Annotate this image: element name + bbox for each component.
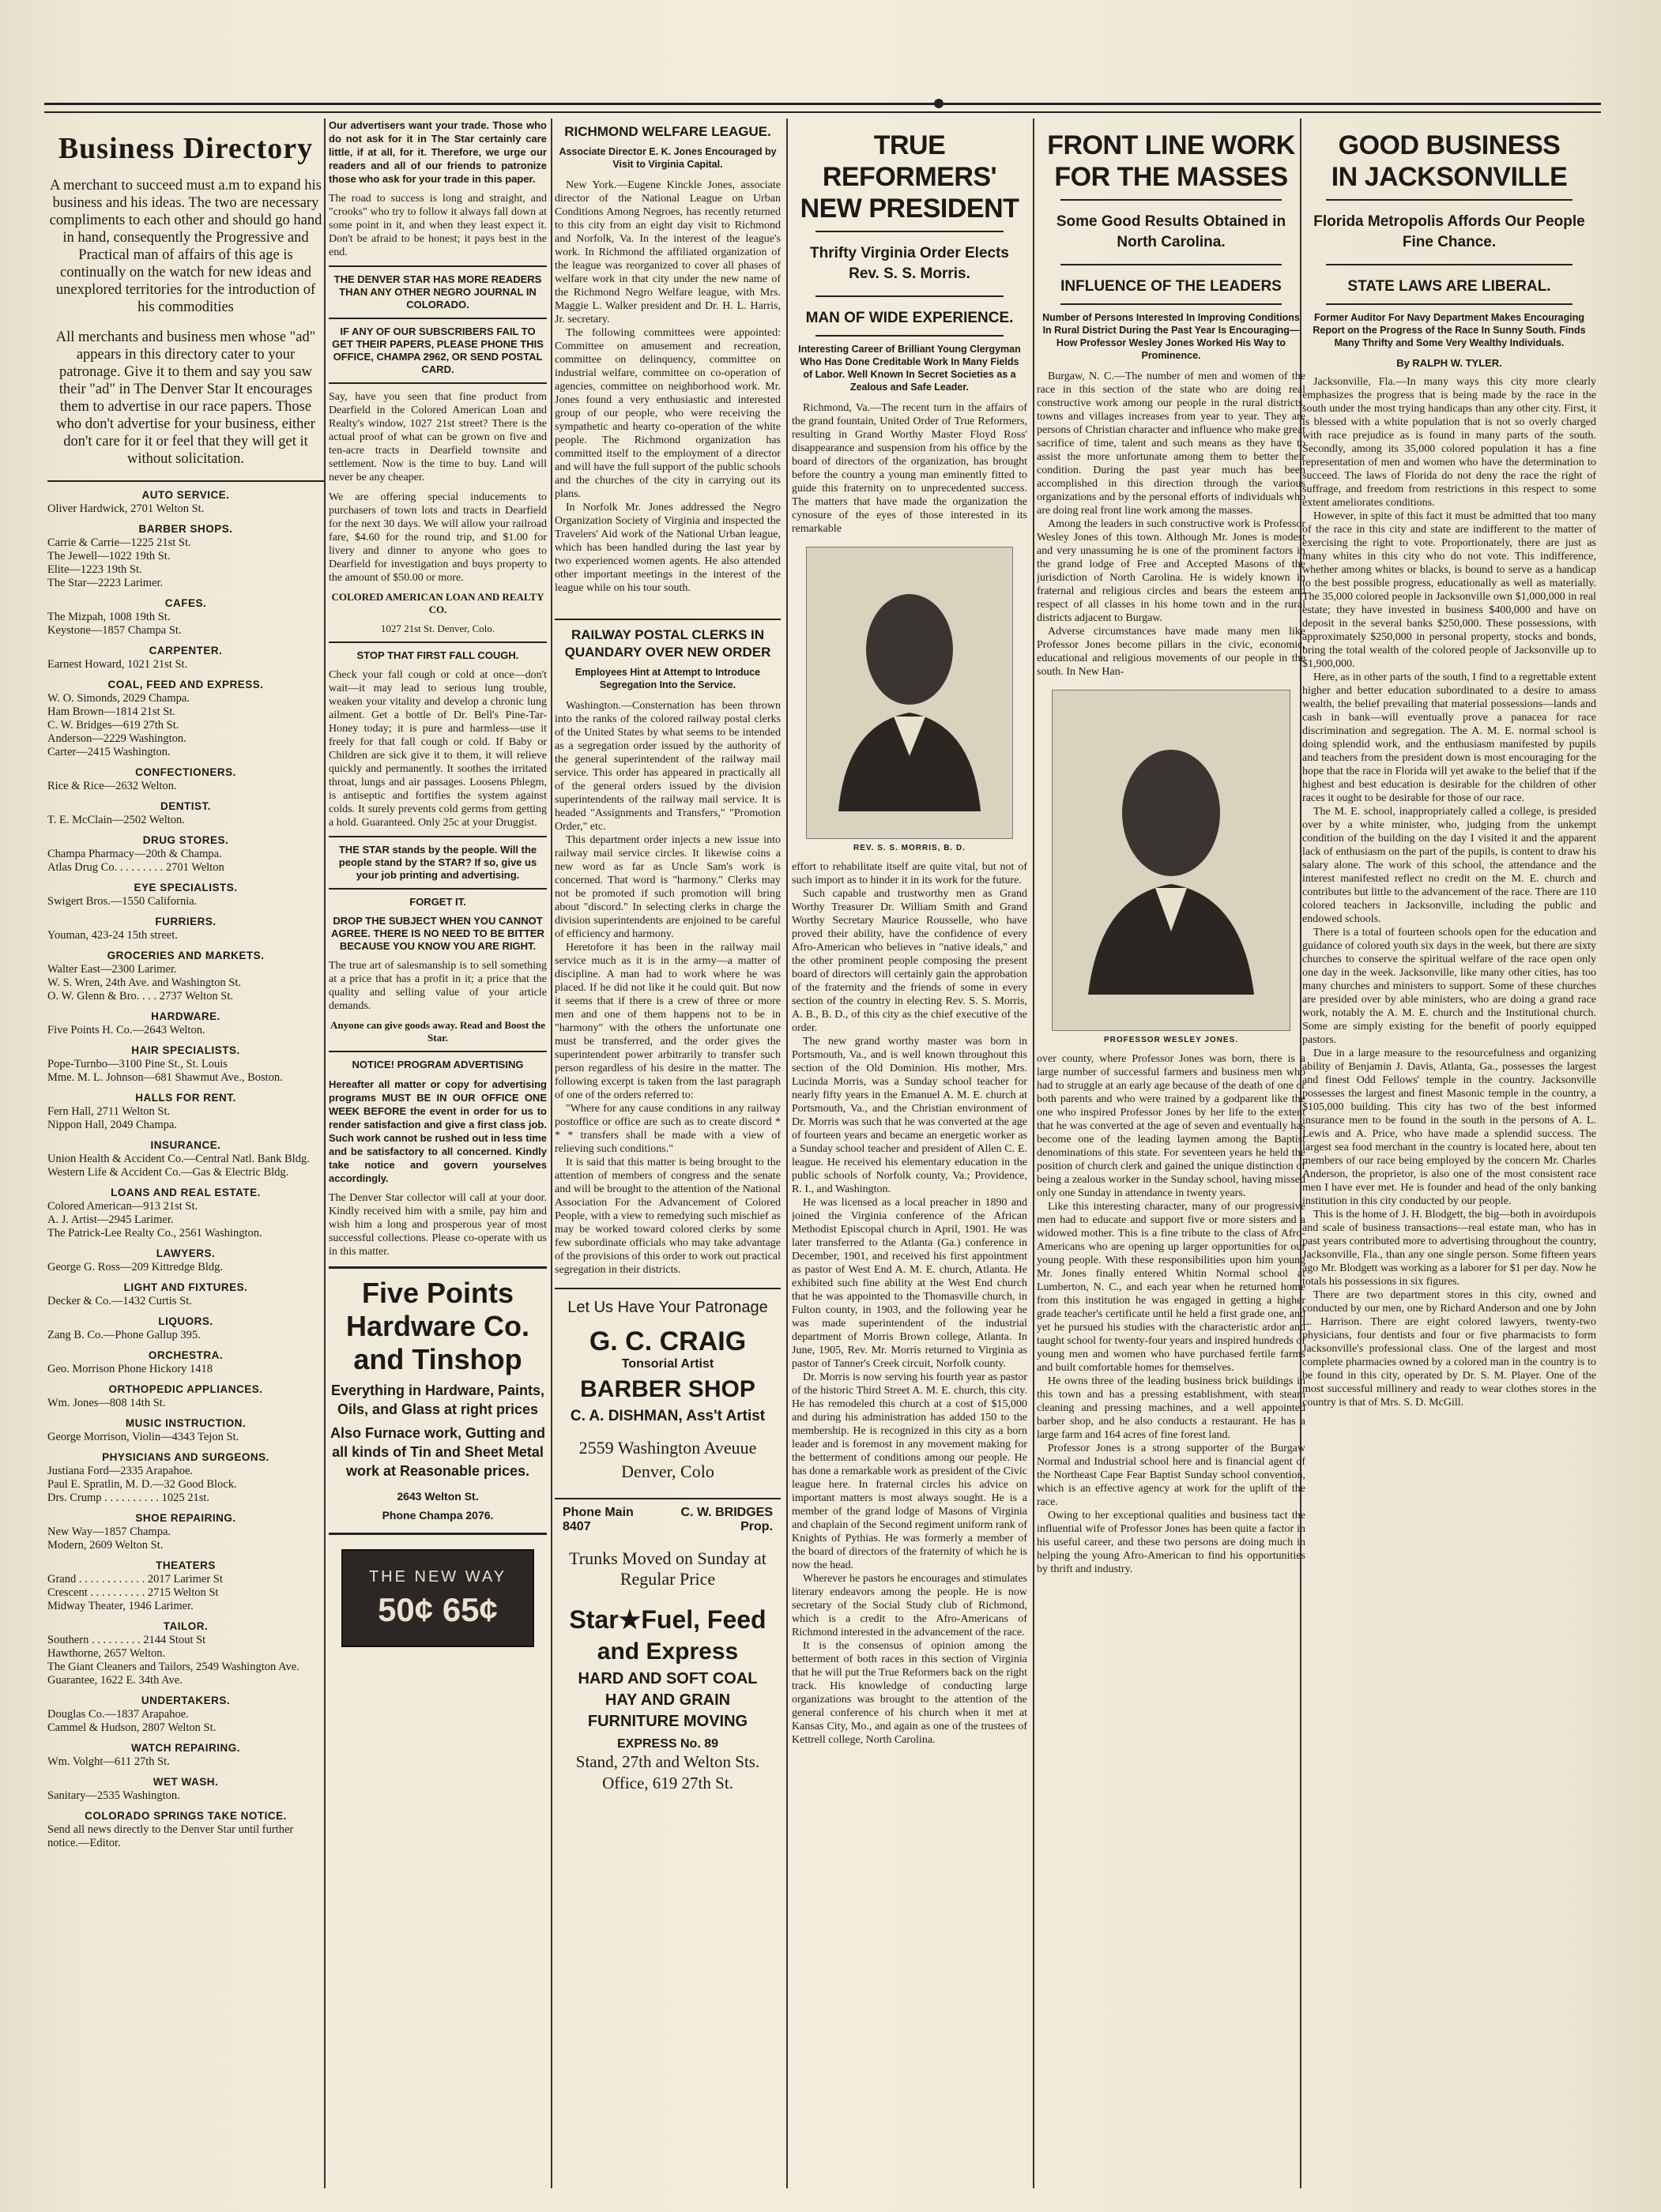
business-directory-column <box>47 118 324 2188</box>
postal-deck: Employees Hint at Attempt to Introduce Segregation Into the Service. <box>574 667 761 690</box>
directory-entry: W. O. Simonds, 2029 Champa. <box>47 692 190 705</box>
portrait-caption: REV. S. S. MORRIS, B. D. <box>853 844 966 852</box>
directory-entry: Union Health & Accident Co.—Central Natl. Bank Bldg. <box>47 1153 310 1165</box>
directory-category: DENTIST. <box>160 800 211 812</box>
article-paragraph: This is the home of J. H. Blodgett, the big—both in avoirdupois and scale of business transactions—real estate man, who has in past years contributed more to advertising throughout the country, Jacksonville, Fla., than any one single person. Some fifteen years ago Mr. Blodgett was working as a laborer for $1 per day. Now he totals his possessions in six figures. <box>1302 1209 1596 1288</box>
phone-label: Phone Main <box>563 1506 634 1519</box>
new-way-prices: 50¢ 65¢ <box>378 1590 498 1628</box>
directory-entry: Youman, 423-24 15th street. <box>47 929 178 942</box>
article-paragraph: It is the consensus of opinion among the betterment of both races in this section of Virginia that he will put the True Reformers back on the right track. His knowledge of conducting large organizations was brought to the attention of the general conference of his church when it met at Kansas City, Mo., and again as one of the trustees of Kettrell college, North Carolina. <box>792 1640 1027 1746</box>
directory-entry: Paul E. Spratlin, M. D.—32 Good Block. <box>47 1478 237 1491</box>
directory-entry: A. J. Artist—2945 Larimer. <box>47 1213 174 1226</box>
forget-it-heading: FORGET IT. <box>409 896 466 908</box>
ad-separator <box>329 382 547 384</box>
directory-category: COAL, FEED AND EXPRESS. <box>107 679 264 690</box>
column-rule <box>786 118 788 2188</box>
fuel-subtitle: and Express <box>597 1638 739 1665</box>
directory-entry: Sanitary—2535 Washington. <box>47 1789 180 1802</box>
directory-entry: Rice & Rice—2632 Welton. <box>47 780 177 792</box>
portrait-image <box>806 547 1013 839</box>
article-paragraph: This department order injects a new issue into railway mail service circles. It likewise coins a new word as far as Uncle Sam's work is concerned. That word is "harmony." Clerks may not be promoted if such promotion will bring about "discord." In selecting clerks in charge the division superintendents are enjoined to be careful of efficiency and harmony. <box>555 834 781 940</box>
headline-rule <box>1326 199 1572 201</box>
patronage-line: Let Us Have Your Patronage <box>567 1299 768 1316</box>
fuel-phone-row <box>563 1506 773 1534</box>
news-column-3 <box>555 118 781 2188</box>
article-paragraph: Adverse circumstances have made many men like Professor Jones become pillars in the civic, economic, educational and religious movements of our people in the south. In New Han- <box>1037 626 1305 678</box>
portrait-icon <box>830 574 989 811</box>
fuel-title: Star★Fuel, Feed <box>569 1605 766 1634</box>
directory-entry: The Giant Cleaners and Tailors, 2549 Washington Ave. <box>47 1661 299 1673</box>
headline-rule <box>1060 303 1282 305</box>
article-paragraph: Washington.—Consternation has been thrown into the ranks of the colored railway postal clerks of the United States by what seems to be intended as a segregation order issued by the authority of the general superintendent of the railway mail service. This order has appeared in practically all of the general orders issued by the division superintendents of the railway mail service. It is headed "Assignments and Transfers," "Promotion Order," etc. <box>555 700 781 833</box>
directory-entry: Nippon Hall, 2049 Champa. <box>47 1119 177 1131</box>
directory-entry: Zang B. Co.—Phone Gallup 395. <box>47 1329 201 1341</box>
article-paragraph: Like this interesting character, many of our progressive men had to educate and support five or more sisters and a widowed mother. This is a fine tribute to the class of Afro-Americans who are opening up larger opportunities for our young people. With these responsibilities upon him young Mr. Jones finally entered Whitin Normal school at Lumberton, N. C., and each year when he returned home from this institution he was engaged in getting a higher grade teacher's certificate until he held a first grade one, and yet he pursued his studies with the characteristic ardor and taught school for twenty-four years and inspired hundreds of young men and women who have purchased fertile farms and built comfortable homes for themselves. <box>1037 1201 1305 1374</box>
welfare-headline: RICHMOND WELFARE LEAGUE. <box>564 124 771 139</box>
directory-entry: T. E. McClain—2502 Welton. <box>47 814 185 826</box>
fuel-service: HAY AND GRAIN <box>605 1691 731 1709</box>
byline: By RALPH W. TYLER. <box>1396 357 1502 369</box>
headline-line: FOR THE MASSES <box>1054 162 1288 192</box>
program-ad-body: Hereafter all matter or copy for advertising programs MUST BE IN OUR OFFICE ONE WEEK BEFORE the event in order for us to render satisfaction and give a first class job. Such work cannot be rushed out in less time and be satisfactory to all concerned. Kindly take notice and govern yourselves accordingly. <box>329 1078 547 1184</box>
dearfield-ad: Say, have you seen that fine product from Dearfield in the Colored American Loan and Realty's window, 1027 21st street? There is the actual proof of what can be grown on five and ten-acre tracts in Dearfield townsite and settlement. Now is the time to buy. Land will never be any cheaper. <box>329 391 547 483</box>
directory-category: CARPENTER. <box>149 645 223 656</box>
directory-entry: Mme. M. L. Johnson—681 Shawmut Ave., Boston. <box>47 1071 283 1084</box>
postal-headline: RAILWAY POSTAL CLERKS IN QUANDARY OVER NEW ORDER <box>564 627 771 660</box>
directory-entry: Decker & Co.—1432 Curtis St. <box>47 1295 192 1307</box>
directory-entry: Oliver Hardwick, 2701 Welton St. <box>47 502 205 515</box>
article-paragraph: In Norfolk Mr. Jones addressed the Negro Organization Society of Virginia and inspected the Travelers' Aid work of the National Urban league, which has been handled during the last year by two experienced women agents. He also attended other important meetings in the interest of the league while on his tour south. <box>555 502 781 594</box>
article-paragraph: The following committees were appointed: Committee on amusement and recreation, committee on delinquency, committee on industrial welfare, committee on co-operation of agencies, committee on neighborhood work. Mr. Jones found a very enthusiastic and interested group of our people, who were receiving the sympathetic and hearty co-operation of the white people. The Richmond organization has committed itself to the employment of a director and will have the full support of the public schools and the churches of the city in carrying out its plans. <box>555 327 781 500</box>
directory-entry: Elite—1223 19th St. <box>47 563 142 576</box>
article-paragraph: "Where for any cause conditions in any railway postoffice or office are such as to create discord * * * transfers shall be made with a view of relieving such conditions." <box>555 1103 781 1155</box>
headline-line: GOOD BUSINESS <box>1338 130 1561 160</box>
masthead-rule <box>44 103 1601 113</box>
headline-rule <box>1060 264 1282 265</box>
directory-entry: Grand . . . . . . . . . . . . 2017 Larimer St <box>47 1573 223 1586</box>
reformers-subhead: Thrifty Virginia Order Elects Rev. S. S. Morris. <box>809 245 1009 282</box>
program-ad-heading: NOTICE! PROGRAM ADVERTISING <box>352 1059 524 1070</box>
article-paragraph: Heretofore it has been in the railway mail service much as it is in the army—a matter of discipline. A man had to work where he was placed. If he did not like it he could quit. But now it seems that if there is a crew of three or more men and one of them happens not to be in "harmony" with the others the unfortunate one must be transferred, and the order gives the superintendent power arbitrarily to transfer such person regardless of his desire in the matter. The following excerpt is taken from the last paragraph of one of the orders referred to: <box>555 942 781 1101</box>
jacksonville-subhead: Florida Metropolis Affords Our People Fine Chance. <box>1313 213 1585 250</box>
article-paragraph: The M. E. school, inappropriately called a college, is presided over by a white minister, who, judging from the unkempt condition of the building on the day I visited it and the apparent lack of enthusiasm on the part of the pupils, is content to draw his salary alone. The work of this school, the attendance and the interest manifested reflect no credit on the M. E. church and contributes but little to the advancement of the race. There are 110 colored teachers in Jacksonville, including the public and endowed schools. <box>1302 806 1596 925</box>
directory-title: Business Directory <box>58 132 314 165</box>
article-paragraph: effort to rehabilitate itself are quite vital, but not of such import as to hinder it in its work for the future. <box>792 861 1027 886</box>
article-paragraph: Due in a large measure to the resourcefulness and organizing ability of Benjamin J. Davis, Atlanta, Ga., possesses the largest and finest Odd Fellows' temple in the country. Jacksonville possesses the largest and finest Masonic temple in the country, a $105,000 building. This city has two of the best informed insurance men to be found in the south in the persons of A. L. Lewis and A. Price, who have made a splendid success. The largest sea food merchant in the country is located here, about ten members of our race being employed by the concern Mr. Charles Anderson, the proprietor, is also one of the most consistent race men I have ever met. He is founder and head of the only banking institution in this city conducted by our people. <box>1302 1048 1596 1207</box>
jacksonville-subhead-2: STATE LAWS ARE LIBERAL. <box>1347 278 1551 295</box>
directory-entry: Drs. Crump . . . . . . . . . . 1025 21st. <box>47 1492 210 1504</box>
article-paragraph: Dr. Morris is now serving his fourth year as pastor of the historic Third Street A. M. E. church, this city. He has remodeled this church at a cost of $15,000 and during his administration has added 150 to the membership. He is recognized in this city as a born leader and is foremost in any movement making for the betterment of conditions among our people. He has done a remarkable work as president of the Civic league here. In fraternal circles his advice on important matters is most always sought. He is a member of the grand lodge of Masons of Virginia and chaplain of the Second regiment uniform rank of Knights of Pythias. He was formerly a member of the board of directors of the fraternity of which he is now the head. <box>792 1371 1027 1571</box>
fuel-service: FURNITURE MOVING <box>587 1713 748 1730</box>
directory-entry: Earnest Howard, 1021 21st St. <box>47 658 188 671</box>
headline-rule <box>1326 264 1572 265</box>
directory-category: AUTO SERVICE. <box>141 489 230 501</box>
directory-entry: The Patrick-Lee Realty Co., 2561 Washington. <box>47 1227 262 1240</box>
reformers-headline <box>792 130 1027 224</box>
headline-rule <box>815 335 1004 337</box>
directory-category: HAIR SPECIALISTS. <box>131 1044 240 1056</box>
directory-entry: Wm. Jones—808 14th St. <box>47 1397 166 1409</box>
barber-title: Tonsorial Artist <box>621 1357 714 1371</box>
directory-category: LIQUORS. <box>158 1315 213 1327</box>
new-way-shoe-ad <box>341 1549 534 1647</box>
article-paragraph: He owns three of the leading business brick buildings in this town and has a pressing establishment, with steam cleaning and pressing machines, and a well appointed barber shop, and he also conducts a restaurant. He has a large farm and 164 acres of fine forest land. <box>1037 1375 1305 1441</box>
hardware-ad-line: Hardware Co. <box>345 1310 530 1342</box>
directory-category: ORTHOPEDIC APPLIANCES. <box>108 1383 263 1395</box>
directory-entry: The Mizpah, 1008 19th St. <box>47 611 171 623</box>
directory-entry: The Star—2223 Larimer. <box>47 577 164 589</box>
article-paragraph: He was licensed as a local preacher in 1890 and joined the Virginia conference of the African Methodist Episcopal church in April, 1901. He was later transferred to the Atlanta (Ga.) conference in December, 1901, and received his first appointment as pastor of West End A. M. E. church, Atlanta. He exhibited such fine ability at the West End church that he was appointed to the Thomasville church, in Fulton county, in 1903, and the following year he was made superintendent of the industrial department of Morris Brown college, Atlanta. In June, 1905, Rev. Mr. Morris returned to Virginia as pastor of Tanner's Creek circuit, Norfolk county. <box>792 1197 1027 1370</box>
realty-address: 1027 21st St. Denver, Colo. <box>380 623 495 634</box>
directory-entry: Send all news directly to the Denver Star until further notice.—Editor. <box>47 1823 296 1849</box>
directory-entry: Midway Theater, 1946 Larimer. <box>47 1600 194 1612</box>
directory-entry: Colored American—913 21st St. <box>47 1200 198 1213</box>
directory-category: UNDERTAKERS. <box>141 1695 231 1706</box>
directory-entry: Southern . . . . . . . . . 2144 Stout St <box>47 1634 206 1646</box>
subscribers-notice: IF ANY OF OUR SUBSCRIBERS FAIL TO GET THEIR PAPERS, PLEASE PHONE THIS OFFICE, CHAMPA 2962, OR SEND POSTAL CARD. <box>332 325 544 375</box>
assistant-name: C. A. DISHMAN, Ass't Artist <box>570 1408 766 1424</box>
article-separator <box>555 619 781 620</box>
directory-separator <box>47 480 324 482</box>
directory-category: EYE SPECIALISTS. <box>134 882 238 893</box>
directory-category: GROCERIES AND MARKETS. <box>107 950 265 961</box>
directory-entry: George Morrison, Violin—4343 Tejon St. <box>47 1431 239 1443</box>
news-column-6 <box>1302 118 1596 2188</box>
directory-entry: Justiana Ford—2335 Arapahoe. <box>47 1465 194 1477</box>
directory-entry: Crescent . . . . . . . . . . 2715 Welton St <box>47 1586 219 1599</box>
directory-entry: Ham Brown—1814 21st St. <box>47 705 175 718</box>
ad-separator <box>329 1051 547 1052</box>
ad-separator <box>329 888 547 890</box>
hardware-address: 2643 Welton St. <box>397 1490 479 1503</box>
directory-intro-2: All merchants and business men whose "ad" appears in this directory cater to your patronage. Give it to them and say you saw their "ad" in The Denver Star It encourages them to advertise in our race papers. Those who don't advertise for your business, either don't care for it or feel that they will get it without solicitation. <box>55 329 316 467</box>
article-paragraph: However, in spite of this fact it must be admitted that too many of the race in this city and state are indifferent to the matter of exercising the right to vote. Proportionately, there are just as many whites in this city who do not vote. This indifference, whether among whites or blacks, is bound to serve as a handicap to the best possible progress, educationally as well as materially. The 35,000 colored people in Jacksonville own $1,000,000 in real estate; they have invested in business $400,000 and have on deposit in the several banks $250,000. These possessions, with approximately $250,000 in personal property, stocks and bonds, bring the total wealth of the colored people of Jacksonville up to $1,900,000. <box>1302 510 1596 670</box>
directory-intro: A merchant to succeed must a.m to expand his business and his ideas. The two are necessary compliments to each other and should go hand in hand, consequently the Progressive and Practical man of affairs of this age is continually on the watch for new ideas and unexplored territories for the introduction of his commodities <box>49 178 322 315</box>
directory-category: LIGHT AND FIXTURES. <box>123 1281 248 1293</box>
directory-entry: Keystone—1857 Champa St. <box>47 624 182 637</box>
news-column-4 <box>792 118 1027 2188</box>
express-number: EXPRESS No. 89 <box>616 1737 719 1751</box>
ad-separator <box>329 836 547 837</box>
frontline-deck: Number of Persons Interested In Improving Conditions In Rural District During the Past Year Is Encouraging—How Professor Wesley Jones Worked His Way to Prominence. <box>1042 312 1300 361</box>
directory-category: MUSIC INSTRUCTION. <box>125 1417 247 1429</box>
directory-category: THEATERS <box>156 1559 216 1571</box>
directory-entry: Champa Pharmacy—20th & Champa. <box>47 848 222 860</box>
barber-city: Denver, Colo <box>621 1462 714 1481</box>
directory-entry: Fern Hall, 2711 Welton St. <box>47 1105 171 1118</box>
hardware-ad <box>329 1266 547 1535</box>
advertisers-notice: Our advertisers want your trade. Those who do not ask for it in The Star certainly care little, if at all, for it. Therefore, we urge our readers and all of our friends to patronize those who ask for your trade in this paper. <box>329 119 547 185</box>
directory-entry: The Jewell—1022 19th St. <box>47 550 171 562</box>
directory-entry: Cammel & Hudson, 2807 Welton St. <box>47 1721 217 1734</box>
directory-entry: George G. Ross—209 Kittredge Bldg. <box>47 1261 224 1273</box>
directory-entry: Walter East—2300 Larimer. <box>47 963 177 976</box>
directory-category: CONFECTIONERS. <box>135 766 236 778</box>
directory-category: ORCHESTRA. <box>148 1349 224 1361</box>
forget-it-body: DROP THE SUBJECT WHEN YOU CANNOT AGREE. THERE IS NO NEED TO BE BITTER BECAUSE YOU KNOW YOU ARE RIGHT. <box>331 915 544 952</box>
barber-shop-title: BARBER SHOP <box>580 1376 755 1402</box>
frontline-headline <box>1037 130 1305 193</box>
column-rule <box>551 118 552 2188</box>
trunks-notice: Trunks Moved on Sunday at Regular Price <box>569 1548 766 1589</box>
directory-category: WET WASH. <box>153 1776 219 1788</box>
article-paragraph: Professor Jones is a strong supporter of the Burgaw Normal and Industrial school here and is financial agent of the Northeast Cape Fear Baptist Sunday school convention, which is an effective agency at work for the uplift of the race. <box>1037 1443 1305 1508</box>
article-paragraph: There is a total of fourteen schools open for the education and guidance of colored youth six days in the week, but there are sixty churches to conserve the spiritual welfare of the race open only one day in the week. Jacksonville, like many other cities, has too many churches and ministers to support. Some of these churches are presided over by able ministers, who are doing a grand race work, notably the A. M. E. church and the Institutional church. Some are simply existing for the benefit of poorly equipped pastors. <box>1302 927 1596 1046</box>
directory-category: COLORADO SPRINGS TAKE NOTICE. <box>85 1810 287 1822</box>
barber-name: G. C. CRAIG <box>589 1326 747 1356</box>
jacksonville-deck: Former Auditor For Navy Department Makes Encouraging Report on the Progress of the Race In Sunny South. Finds Many Thrifty and Some Very Wealthy Individuals. <box>1313 312 1586 348</box>
ad-separator <box>329 318 547 319</box>
frontline-subhead: Some Good Results Obtained in North Carolina. <box>1056 213 1286 250</box>
hardware-ad-line: Everything in Hardware, Paints, Oils, and Glass at right prices <box>330 1382 545 1417</box>
directory-entry: Carrie & Carrie—1225 21st St. <box>47 536 191 549</box>
article-paragraph: There are two department stores in this city, owned and conducted by our men, one by Richard Anderson and one by John L. Harrison. There are eight colored lawyers, twenty-two physicians, four dentists and four or five pharmacists to form Jacksonville's professional class. One of the largest and most complete pharmacies owned by a colored man in the country is to be found in this city, operated by Dr. S. M. Player. One of the most successful millinery and ready to wear clothes stores in the country is that of Mrs. S. D. McGill. <box>1302 1289 1596 1409</box>
collector-notice: The Denver Star collector will call at your door. Kindly received him with a smile, pay him and wish him a long and prosperous year of most successful collections. Please co-operate with us in this matter. <box>329 1192 547 1258</box>
cough-ad: Check your fall cough or cold at once—don't wait—it may lead to serious lung trouble, weaken your vitality and develop a chronic lung ailment. Get a bottle of Dr. Bell's Pine-Tar-Honey today; it is pure and harmless—use it freely for that fall cough or cold. If Baby or Children are sick give it to them, it will relieve quickly and permanently. It soothes the irritated throat, lungs and air passages. Loosens Phlegm, is antiseptic and fortifies the system against colds. It surely prevents cold germs from getting a hold. Guaranteed. Only 25c at your Druggist. <box>329 669 547 829</box>
headline-rule <box>1060 199 1282 201</box>
reformers-subhead-2: MAN OF WIDE EXPERIENCE. <box>805 310 1014 326</box>
directory-category: LOANS AND REAL ESTATE. <box>111 1187 261 1198</box>
frontline-subhead-2: INFLUENCE OF THE LEADERS <box>1060 278 1282 295</box>
star-stands-notice: THE STAR stands by the people. Will the people stand by the STAR? If so, give us your job printing and advertising. <box>338 844 537 881</box>
headline-rule <box>815 295 1004 297</box>
headline-line: NEW PRESIDENT <box>800 194 1019 224</box>
barber-address: 2559 Washington Aveuue <box>578 1438 757 1458</box>
masthead-ornament <box>934 99 943 108</box>
directory-listing <box>47 489 324 1850</box>
proprietor-name: C. W. BRIDGES <box>680 1506 773 1519</box>
portrait-image <box>1052 690 1290 1031</box>
article-paragraph: Jacksonville, Fla.—In many ways this city more clearly emphasizes the progress that is being made by the race in the south under the most trying handicaps than any other city. First, it is blessed with a white population that is not so overly charged with race prejudice as is found in many parts of the south. Secondly, among its 35,000 colored population it has a fine representation of men and women who have the determination to succeed. The laws of Florida do not deny the race the right of suffrage, and freedom from restrictions in this respect to some extent ameliorates conditions. <box>1302 376 1596 509</box>
directory-entry: Pope-Turnbo—3100 Pine St., St. Louis <box>47 1058 228 1070</box>
article-paragraph: New York.—Eugene Kinckle Jones, associate director of the National League on Urban Conditions Among Negroes, has recently returned to this city from an eight day visit to Richmond and Norfolk, Va. In the interest of the league's work. In Richmond the affiliated organization of the league was reorganized to cover all phases of welfare work in that city under the new name of the Richmond Negro Welfare league, with Mrs. Maggie L. Walker president and Dr. H. L. Harris, Jr. secretary. <box>555 179 781 325</box>
directory-entry: Western Life & Accident Co.—Gas & Electric Bldg. <box>47 1166 289 1179</box>
directory-entry: Hawthorne, 2657 Welton. <box>47 1647 166 1660</box>
directory-entry: Carter—2415 Washington. <box>47 746 171 758</box>
directory-entry: C. W. Bridges—619 27th St. <box>47 719 179 732</box>
directory-category: BARBER SHOPS. <box>138 523 233 535</box>
directory-category: SHOE REPAIRING. <box>135 1512 236 1524</box>
directory-entry: Atlas Drug Co. . . . . . . . . 2701 Welton <box>47 861 224 874</box>
portrait-icon <box>1080 726 1262 995</box>
directory-category: FURRIERS. <box>155 916 217 927</box>
readers-notice: THE DENVER STAR HAS MORE READERS THAN ANY OTHER NEGRO JOURNAL IN COLORADO. <box>333 273 542 310</box>
article-paragraph: Wherever he pastors he encourages and stimulates literary endeavors among the people. He is now secretary of the Social Study club of Richmond, which is a credit to the Afro-Americans of Richmond interested in the advancement of the race. <box>792 1573 1027 1638</box>
fuel-service: HARD AND SOFT COAL <box>578 1670 758 1687</box>
directory-entry: Modern, 2609 Welton St. <box>47 1539 164 1552</box>
cough-heading: STOP THAT FIRST FALL COUGH. <box>356 649 519 661</box>
directory-category: HARDWARE. <box>151 1010 220 1022</box>
article-paragraph: Among the leaders in such constructive work is Professor Wesley Jones of this town. Although Mr. Jones is modest and very unassuming he is one of the prominent factors in the grand lodge of Free and Accepted Masons of the jurisdiction of North Carolina. He is widely known in fraternal and religious circles and bears the esteem and respect of all classes in his home town and in the rural districts adjacent to Burgaw. <box>1037 518 1305 624</box>
office-address: Office, 619 27th St. <box>602 1774 733 1793</box>
article-paragraph: over county, where Professor Jones was born, there is a large number of successful farmers and business men who had to struggle at an early age because of the death of one or both parents and who were trained by a godparent like the one who inspired Professor Jones by her life to the extent that he was converted at the age of seven and eventually has become one of the leading laymen among the Baptist denominations of this state. For seventeen years he held the position of church clerk and gained the unique distinction of being a zealous worker in the Sunday school, having missed only one Sunday in attendance in twenty years. <box>1037 1053 1305 1199</box>
article-paragraph: Owing to her exceptional qualities and business tact the influential wife of Professor Jones has been quite a factor in his useful career, and these two persons are doing much in helping the young Afro-American to find his opportunities by thrift and industry. <box>1037 1510 1305 1575</box>
house-ads-column <box>329 118 547 2188</box>
portrait-caption: PROFESSOR WESLEY JONES. <box>1103 1036 1239 1044</box>
ad-separator <box>555 1498 781 1499</box>
dearfield-offer: We are offering special inducements to purchasers of town lots and tracts in Dearfield for the next 30 days. We will allow your railroad fare, $4.60 for the round trip, and $1.00 for livery and dinner to anyone who goes to Dearfield for investigation and buys property to the amount of $50.00 or more. <box>329 491 547 584</box>
hardware-phone: Phone Champa 2076. <box>382 1509 494 1522</box>
directory-entry: Wm. Volght—611 27th St. <box>47 1755 170 1768</box>
directory-entry: Douglas Co.—1837 Arapahoe. <box>47 1708 189 1721</box>
headline-line: FRONT LINE WORK <box>1047 130 1295 160</box>
article-paragraph: The new grand worthy master was born in Portsmouth, Va., and is well known throughout this section of the Old Dominion. His mother, Mrs. Lucinda Morris, was a Sunday school teacher for nearly fifty years in the Emanuel A. M. E. church at Portsmouth, Va., and the Christian environment of Dr. Morris was such that he was converted at the age of fourteen years and became an energetic worker as a Sunday school teacher and president of Allen C. E. league. He received his elementary education in the public schools of Norfolk county, Va.; Providence, R. I., and Washington. <box>792 1036 1027 1195</box>
directory-category: WATCH REPAIRING. <box>131 1742 240 1754</box>
hardware-ad-line: and Tinshop <box>353 1343 522 1375</box>
article-paragraph: Richmond, Va.—The recent turn in the affairs of the grand fountain, United Order of True Reformers, resulting in Grand Worthy Master Floyd Ross' disappearance and suspension from his office by the board of directors of the organization, has brought before the country a young man eminently fitted to guide this fraternity on to unprecedented success. The matters that have made the organization the cynosure of the eyes of those interested in its remarkable <box>792 402 1027 535</box>
directory-category: INSURANCE. <box>150 1139 221 1151</box>
realty-signature: COLORED AMERICAN LOAN AND REALTY CO. <box>331 591 544 615</box>
news-column-5 <box>1037 118 1305 2188</box>
directory-entry: Five Points H. Co.—2643 Welton. <box>47 1024 205 1036</box>
hardware-ad-line: Five Points <box>361 1277 514 1309</box>
article-paragraph: Such capable and trustworthy men as Grand Worthy Treasurer Dr. William Smith and Grand Worthy Secretary Maurice Rousselle, who have proved their ability, have the confidence of every Afro-American who believes in "native ideals," and the other prominent people composing the present board of directors will certainly gain the approbation of the fraternity and the friends of some in every section of the country in electing Rev. S. S. Morris, A. B., B. D., of this city as the chief executive of the order. <box>792 888 1027 1034</box>
directory-entry: New Way—1857 Champa. <box>47 1525 171 1538</box>
directory-category: LAWYERS. <box>156 1247 216 1259</box>
directory-entry: Guarantee, 1622 E. 34th Ave. <box>47 1674 183 1687</box>
jacksonville-headline <box>1302 130 1596 193</box>
directory-entry: W. S. Wren, 24th Ave. and Washington St. <box>47 976 242 989</box>
directory-entry: Swigert Bros.—1550 California. <box>47 895 198 908</box>
new-way-title: THE NEW WAY <box>368 1567 507 1586</box>
directory-entry: Geo. Morrison Phone Hickory 1418 <box>47 1363 213 1375</box>
salesmanship-notice: The true art of salesmanship is to sell something at a price that has a profit in it; a price that the quality and selling value of your article demands. <box>329 960 547 1012</box>
directory-category: DRUG STORES. <box>142 834 229 846</box>
ad-separator <box>329 641 547 643</box>
article-paragraph: It is said that this matter is being brought to the attention of members of congress and the senate and will be brought to the attention of the National Association For the Advancement of Colored People, with a view to remedying such mischief as may be worked toward colored clerks by some few subordinate officials who may take advantage of the provisions of this order to work out practical segregation in their districts. <box>555 1157 781 1276</box>
headline-rule <box>1326 303 1572 305</box>
column-rule <box>1033 118 1034 2188</box>
headline-line: IN JACKSONVILLE <box>1331 162 1568 192</box>
directory-entry: O. W. Glenn & Bro. . . . 2737 Welton St. <box>47 990 234 1003</box>
directory-category: HALLS FOR RENT. <box>135 1092 236 1104</box>
article-paragraph: Burgaw, N. C.—The number of men and women of the race in this section of the state who are doing real constructive work among our people in the rural districts, towns and villages increases from year to year. They are persons of Christian character and influence who make great sacrifice of time, talent and such means as they have to assist the more unfortunate among them to better their condition. During the past year much has been accomplished in this direction through the various organizations and by the personal efforts of individuals who are doing real front line work among the masses. <box>1037 371 1305 517</box>
welfare-deck: Associate Director E. K. Jones Encouraged by Visit to Virginia Capital. <box>559 146 777 170</box>
reformers-deck: Interesting Career of Brilliant Young Clergyman Who Has Done Creditable Work In Many Fields of Labor. Well Known In Secret Societies as a Zealous and Safe Leader. <box>798 344 1021 393</box>
proprietor-label: Prop. <box>740 1520 773 1533</box>
directory-category: CAFES. <box>164 597 207 609</box>
headline-rule <box>815 231 1004 232</box>
headline-line: TRUE REFORMERS' <box>822 130 997 192</box>
stand-address: Stand, 27th and Welton Sts. <box>575 1752 760 1771</box>
phone-number: 8407 <box>563 1520 591 1533</box>
barber-shop-ad <box>555 1288 781 1794</box>
article-paragraph: Here, as in other parts of the south, I find to a regrettable extent higher and better education subordinated to a desire to amass wealth, the belief prevailing that material possessions—lands and cash in bank—will eventually prove a panacea for race discrimination and segregation. The A. M. E. normal school is doing splendid work, and the enthusiasm manifested by pupils and teachers from the president down is most encouraging for the hope that the race in Florida will yet awake to the belief that if the highest and best education is desirable for the children of other races it ought to be desirable for those of our race. <box>1302 672 1596 804</box>
column-rule <box>324 118 326 2188</box>
boost-star: Anyone can give goods away. Read and Boost the Star. <box>330 1019 545 1044</box>
directory-category: TAILOR. <box>163 1620 209 1632</box>
hardware-ad-line: Also Furnace work, Gutting and all kinds of Tin and Sheet Metal work at Reasonable prices. <box>330 1425 546 1479</box>
success-notice: The road to success is long and straight, and "crooks" who try to follow it always fall down at some point in it, and when they least expect it. Don't be afraid to be honest; it pays best in the end. <box>329 193 547 258</box>
directory-entry: Anderson—2229 Washington. <box>47 732 186 745</box>
directory-category: PHYSICIANS AND SURGEONS. <box>102 1451 269 1463</box>
ad-separator <box>329 265 547 267</box>
